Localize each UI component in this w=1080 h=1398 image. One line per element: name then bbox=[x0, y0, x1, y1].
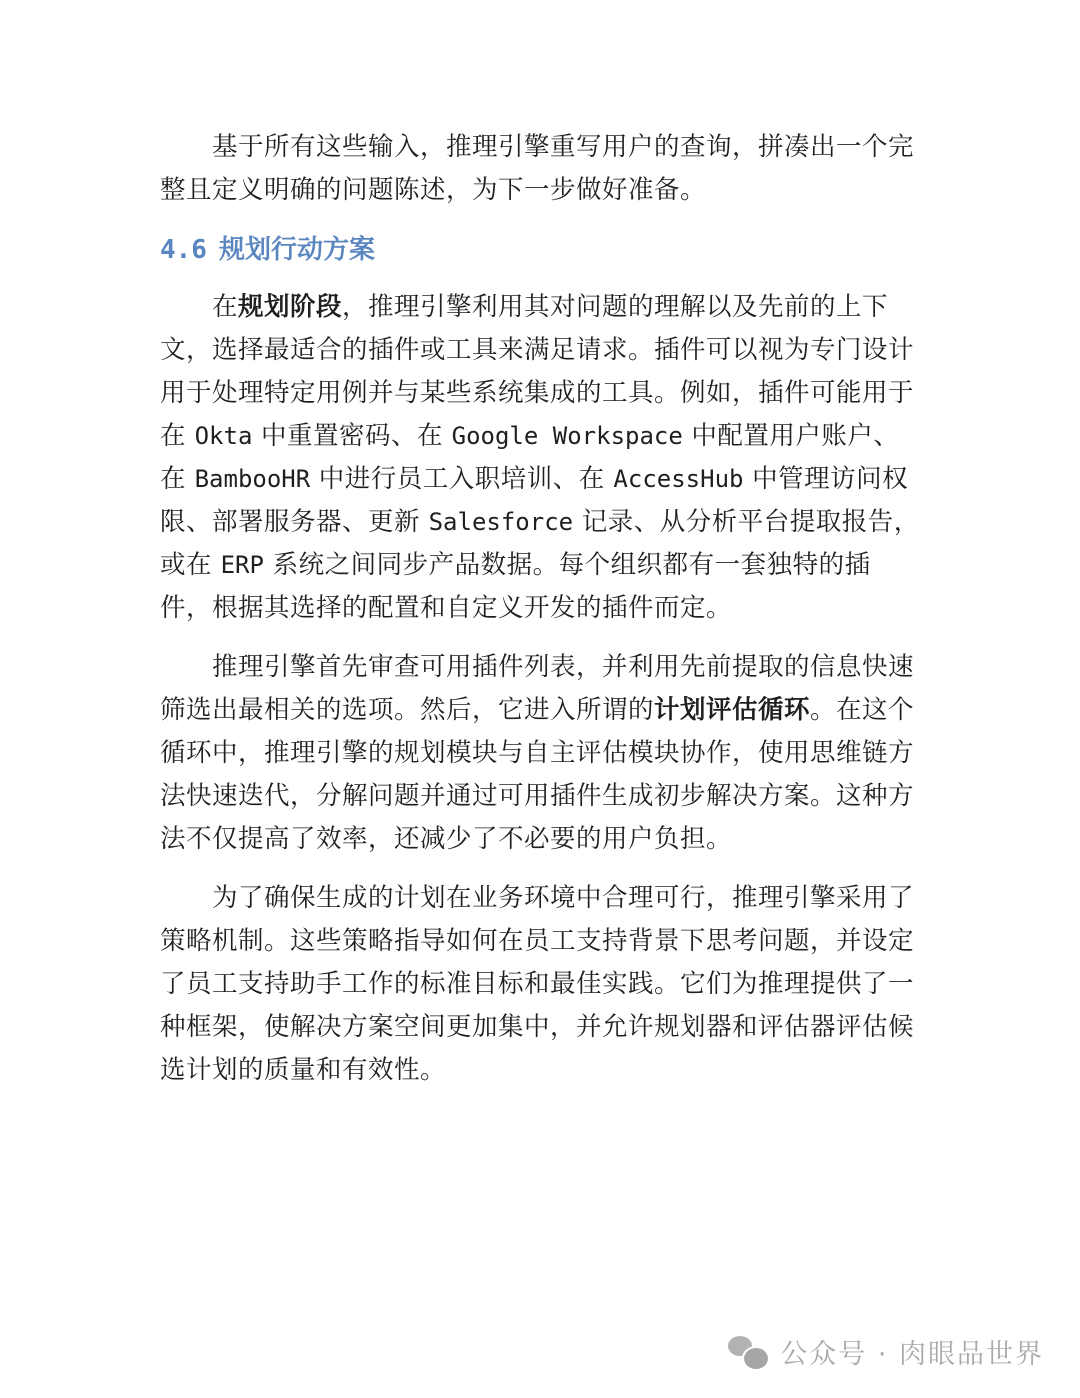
term-bamboohr: BambooHR bbox=[194, 465, 311, 493]
term-salesforce: Salesforce bbox=[428, 508, 574, 536]
text-span: 。在这个循环中，推理引擎的规划模块与自主评估模块协作，使用思维链方法快速迭代，分解问题并通过可用插件生成初步解决方案。这种方法不仅提高了效率，还减少了不必要的用户负担。 bbox=[160, 695, 915, 854]
term-accesshub: AccessHub bbox=[613, 465, 744, 493]
intro-paragraph: 基于所有这些输入，推理引擎重写用户的查询，拼凑出一个完整且定义明确的问题陈述，为下一步做好准备。 bbox=[160, 132, 915, 205]
term-erp: ERP bbox=[220, 551, 264, 579]
text-span: 中进行员工入职培训、在 bbox=[310, 464, 614, 494]
wechat-icon bbox=[728, 1334, 768, 1370]
text-span: 中配置用户账户、在 bbox=[160, 421, 900, 494]
term-okta: Okta bbox=[194, 422, 253, 450]
text-span: 在 bbox=[212, 292, 239, 322]
paragraph-plan-evaluate-loop bbox=[160, 646, 920, 861]
text-span: ，推理引擎利用其对问题的理解以及先前的上下文，选择最适合的插件或工具来满足请求。插件可以视为专门设计用于处理特定用例并与某些系统集成的工具。例如，插件可能用于在 bbox=[160, 292, 915, 451]
text-span: 系统之间同步产品数据。每个组织都有一套独特的插件，根据其选择的配置和自定义开发的插件而定。 bbox=[160, 550, 871, 623]
section-number: 4.6 bbox=[160, 235, 207, 265]
footer-account-name: 公众号 · 肉眼品世界 bbox=[780, 1339, 1044, 1370]
paragraph-planning-stage bbox=[160, 286, 920, 630]
bold-term-plan-evaluate-loop: 计划评估循环 bbox=[654, 695, 811, 725]
bold-term-planning-stage: 规划阶段 bbox=[238, 292, 343, 322]
document-page bbox=[160, 126, 920, 1108]
footer-watermark bbox=[728, 1332, 1044, 1371]
section-heading bbox=[160, 230, 920, 270]
text-span: 中重置密码、在 bbox=[252, 421, 452, 451]
text-span: 推理引擎首先审查可用插件列表，并利用先前提取的信息快速筛选出最相关的选项。然后，它进入所谓的 bbox=[160, 652, 915, 725]
section-title: 规划行动方案 bbox=[218, 235, 375, 265]
text-span: 中管理访问权限、部署服务器、更新 bbox=[160, 464, 909, 537]
term-google-workspace: Google Workspace bbox=[451, 422, 683, 450]
text-span: 记录、从分析平台提取报告，或在 bbox=[160, 507, 920, 580]
paragraph-policy-mechanism: 为了确保生成的计划在业务环境中合理可行，推理引擎采用了策略机制。这些策略指导如何在员工支持背景下思考问题，并设定了员工支持助手工作的标准目标和最佳实践。它们为推理提供了一种框架，使解决方案空间更加集中，并允许规划器和评估器评估候选计划的质量和有效性。 bbox=[160, 883, 915, 1085]
